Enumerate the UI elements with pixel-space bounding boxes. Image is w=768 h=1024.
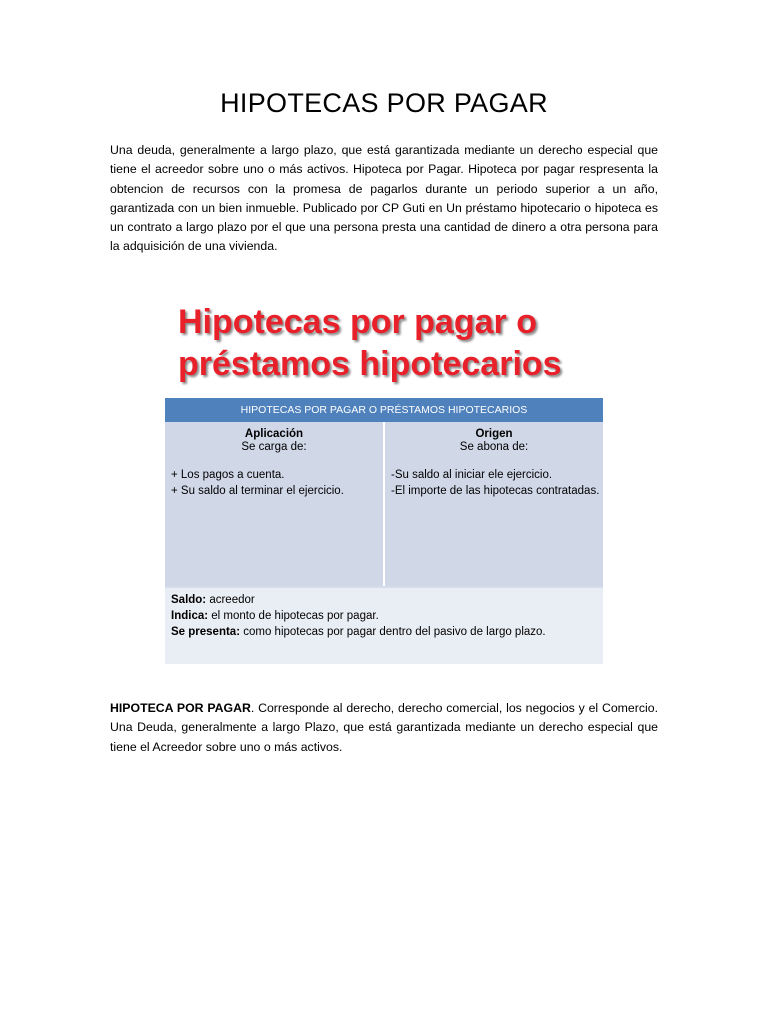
indica-value: el monto de hipotecas por pagar. <box>208 610 379 622</box>
origen-heading: Origen <box>475 428 513 440</box>
definition-lead: HIPOTECA POR PAGAR <box>110 701 251 715</box>
definition-paragraph <box>110 699 658 757</box>
origen-subheading: Se abona de: <box>459 441 529 453</box>
table-header: HIPOTECAS POR PAGAR O PRÉSTAMOS HIPOTECARIOS <box>165 398 603 422</box>
list-item: -Su saldo al iniciar ele ejercicio. <box>391 469 553 481</box>
table-summary <box>165 588 603 664</box>
origen-list <box>391 467 603 499</box>
origen-column <box>385 422 603 586</box>
presenta-line <box>171 624 597 640</box>
mortgage-table <box>165 398 603 664</box>
figure-title <box>178 301 562 385</box>
page-title: HIPOTECAS POR PAGAR <box>220 88 548 118</box>
definition-text: . Corresponde al derecho, derecho comercial, los negocios y el Comercio. Una Deuda, generalmente a largo Plazo, que está garantizada mediante un derecho especial que tiene el Acreedor sobre uno o más activos. <box>110 701 659 754</box>
figure-title-line-2: préstamos hipotecarios <box>178 345 562 383</box>
list-item: -El importe de las hipotecas contratadas. <box>391 485 600 497</box>
indica-line <box>171 608 597 624</box>
aplicacion-subheading: Se carga de: <box>241 441 307 453</box>
aplicacion-column <box>165 422 385 586</box>
aplicacion-list <box>171 467 383 499</box>
saldo-label: Saldo: <box>171 594 207 606</box>
aplicacion-heading: Aplicación <box>244 428 304 440</box>
figure-title-line-1: Hipotecas por pagar o <box>178 303 537 341</box>
indica-label: Indica: <box>171 610 209 622</box>
intro-paragraph: Una deuda, generalmente a largo plazo, que está garantizada mediante un derecho especial que tiene el acreedor sobre uno o más activos. Hipoteca por Pagar. Hipoteca por pagar respresenta la obtencion de recursos con la promesa de pagarlos durante un periodo superior a un año, garantizada con un bien inmueble. Publicado por CP Guti en Un préstamo hipotecario o hipoteca es un contrato a largo plazo por el que una persona presta una cantidad de dinero a otra persona para la adquisición de una vivienda. <box>110 143 658 254</box>
presenta-value: como hipotecas por pagar dentro del pasivo de largo plazo. <box>240 626 546 638</box>
saldo-value: acreedor <box>206 594 255 606</box>
saldo-line <box>171 592 597 608</box>
presenta-label: Se presenta: <box>171 626 241 638</box>
list-item: + Los pagos a cuenta. <box>171 469 285 481</box>
list-item: + Su saldo al terminar el ejercicio. <box>171 485 344 497</box>
